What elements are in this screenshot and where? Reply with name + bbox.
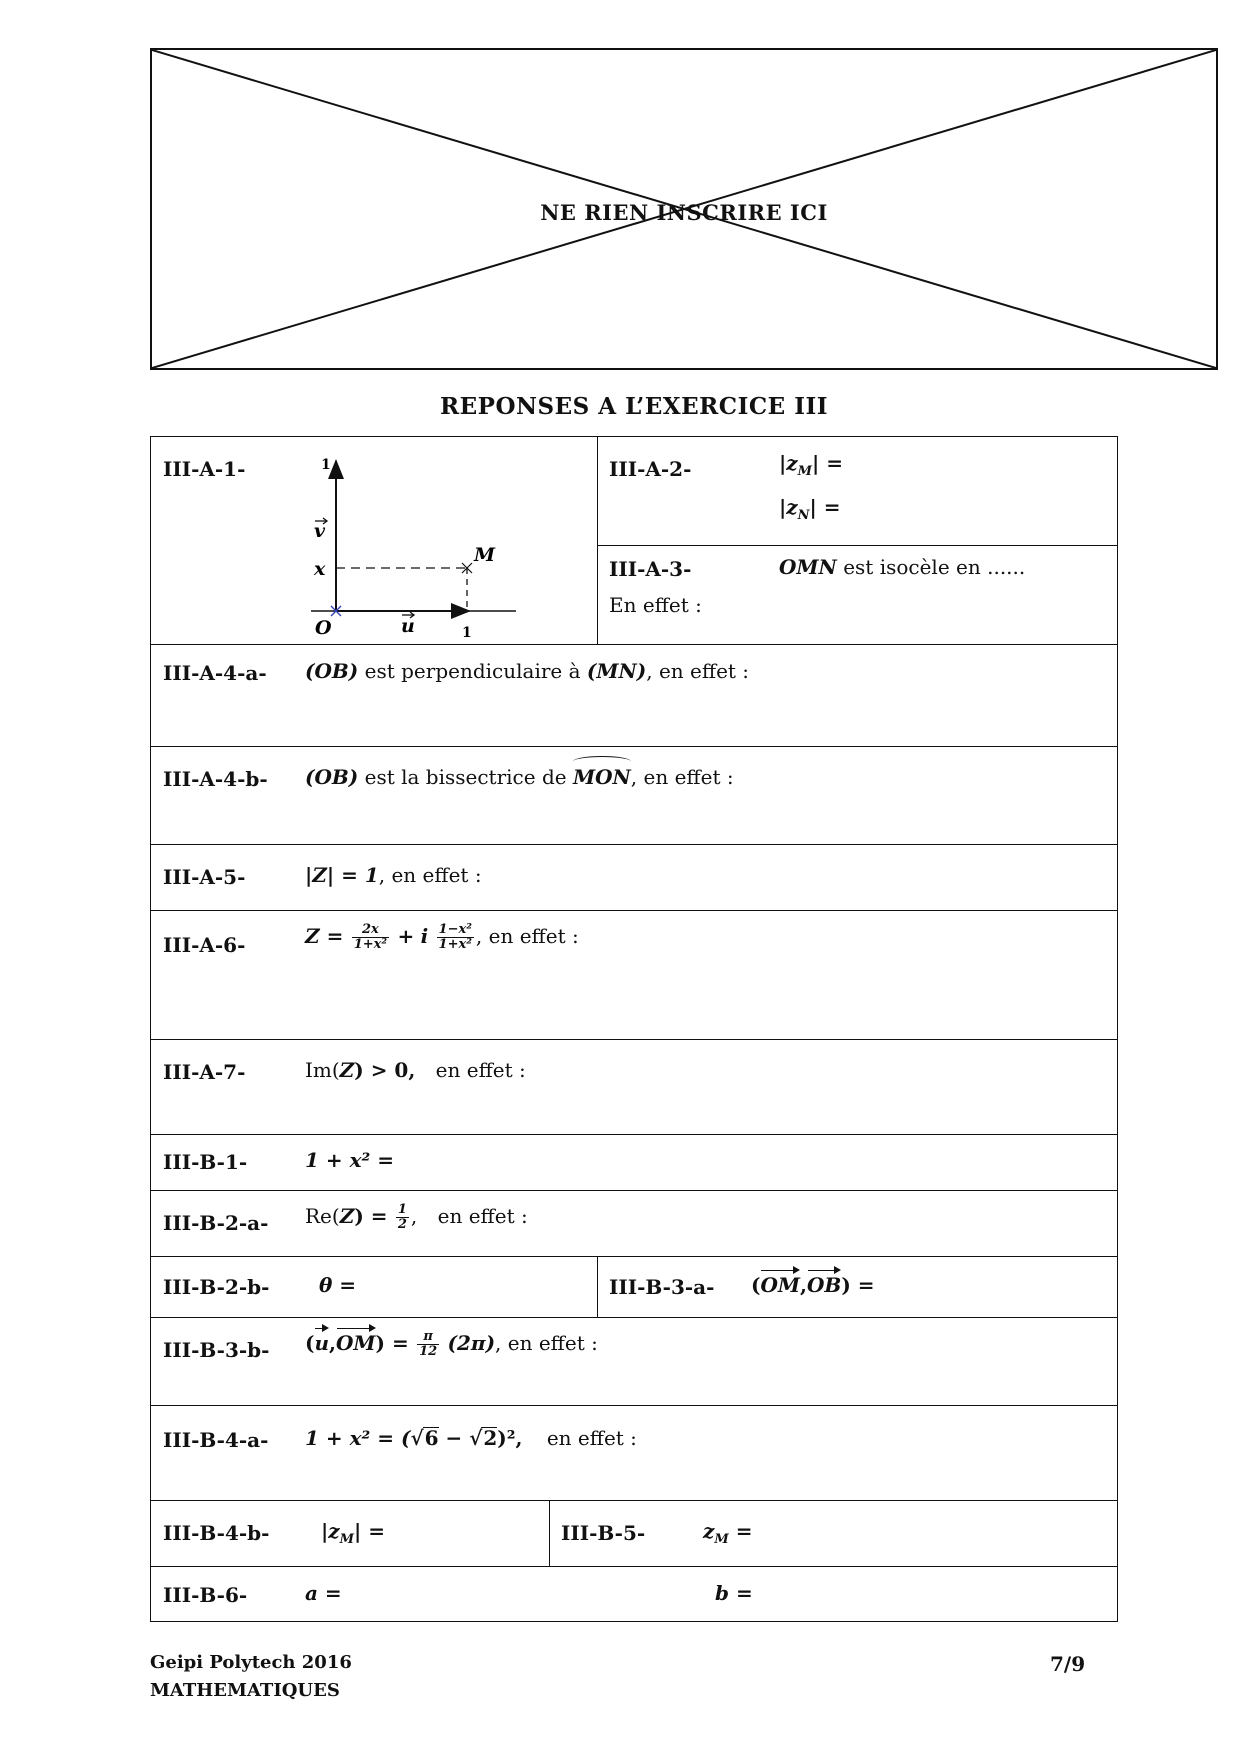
angle-mon: MON xyxy=(572,765,631,789)
a4b-statement: (OB) est la bissectrice de MON, en effet : xyxy=(305,765,734,789)
b5-statement: $z_M$ = xyxy=(703,1519,753,1547)
row-b4b-b5 xyxy=(150,1500,1118,1567)
row-a1-a3 xyxy=(150,436,1118,645)
row-a4a xyxy=(150,644,1118,747)
o-label: O xyxy=(315,617,332,639)
u-label: u xyxy=(401,615,415,637)
b6-b: b = xyxy=(715,1581,753,1605)
b4b-statement: $|z_M|$ = xyxy=(321,1519,386,1547)
label-iii-a-6: III-A-6- xyxy=(163,933,246,957)
label-iii-a-4-b: III-A-4-b- xyxy=(163,767,268,791)
label-iii-a-2: III-A-2- xyxy=(609,457,692,481)
page-number: 7/9 xyxy=(1050,1652,1086,1676)
b3b-statement: (u,OM) = $\frac{\pi}{12}$ (2π), en effet : xyxy=(305,1329,598,1359)
abs-zn: $|z_N|$ = xyxy=(779,495,841,523)
b6-a: a = xyxy=(305,1581,342,1605)
a5-statement: |Z| = 1, en effet : xyxy=(305,863,482,887)
omn-statement: OMN est isocèle en ...... xyxy=(779,555,1026,579)
footer-subject: MATHEMATIQUES xyxy=(150,1680,340,1701)
m-label: M xyxy=(474,544,496,566)
row-b4a xyxy=(150,1405,1118,1501)
label-iii-b-1: III-B-1- xyxy=(163,1150,248,1174)
a7-statement: Im(Z) > 0, en effet : xyxy=(305,1058,526,1082)
row-a7 xyxy=(150,1039,1118,1135)
label-iii-b-2-b: III-B-2-b- xyxy=(163,1275,270,1299)
a6-statement: Z = $\frac{2x}{\text{1+x²}}$ + i $\frac{\text{1−x²}}{\text{1+x²}}$ , en effet : xyxy=(305,922,579,952)
a4a-statement: (OB) est perpendiculaire à (MN), en effet : xyxy=(305,659,750,683)
b1-statement: 1 + x² = xyxy=(305,1148,395,1172)
row-a5 xyxy=(150,844,1118,911)
row-b2b-b3a xyxy=(150,1256,1118,1318)
row-a4b xyxy=(150,746,1118,845)
vector-om: OM xyxy=(760,1273,801,1297)
label-iii-a-4-a: III-A-4-a- xyxy=(163,661,267,685)
row-b2a xyxy=(150,1190,1118,1257)
en-effet-a3: En effet : xyxy=(609,593,702,617)
footer-exam: Geipi Polytech 2016 xyxy=(150,1652,352,1673)
theta-statement: θ = xyxy=(319,1273,357,1297)
b4a-statement: 1 + x² = (√6 − √2)², en effet : xyxy=(305,1426,637,1450)
label-iii-a-3: III-A-3- xyxy=(609,557,692,581)
y-tick-label: 1 xyxy=(321,457,331,473)
section-title: REPONSES A L’EXERCICE III xyxy=(440,393,828,420)
row-b6 xyxy=(150,1566,1118,1622)
do-not-write-box xyxy=(150,48,1218,370)
label-iii-b-3-a: III-B-3-a- xyxy=(609,1275,715,1299)
row-b3b xyxy=(150,1317,1118,1406)
do-not-write-text: NE RIEN INSCRIRE ICI xyxy=(540,200,828,225)
label-iii-a-5: III-A-5- xyxy=(163,865,246,889)
label-iii-b-6: III-B-6- xyxy=(163,1583,248,1607)
coordinate-graph xyxy=(301,447,531,642)
abs-zm: $|z_M|$ = xyxy=(779,451,844,479)
vector-om-b3b: OM xyxy=(335,1331,376,1355)
label-iii-b-2-a: III-B-2-a- xyxy=(163,1211,269,1235)
label-iii-b-4-a: III-B-4-a- xyxy=(163,1428,269,1452)
b2a-statement: Re(Z) = $\frac{1}{2}$ , en effet : xyxy=(305,1202,528,1232)
v-label: v xyxy=(314,520,326,542)
label-iii-a-7: III-A-7- xyxy=(163,1060,246,1084)
label-iii-b-5: III-B-5- xyxy=(561,1521,646,1545)
x-label: x xyxy=(314,558,326,580)
vector-u: u xyxy=(314,1331,330,1355)
x-tick-label: 1 xyxy=(462,625,472,641)
label-iii-b-4-b: III-B-4-b- xyxy=(163,1521,270,1545)
label-iii-b-3-b: III-B-3-b- xyxy=(163,1338,270,1362)
row-a6 xyxy=(150,910,1118,1040)
label-iii-a-1: III-A-1- xyxy=(163,457,246,481)
vector-ob: OB xyxy=(807,1273,842,1297)
row-b1 xyxy=(150,1134,1118,1191)
b3a-statement: (OM,OB) = xyxy=(751,1273,875,1297)
